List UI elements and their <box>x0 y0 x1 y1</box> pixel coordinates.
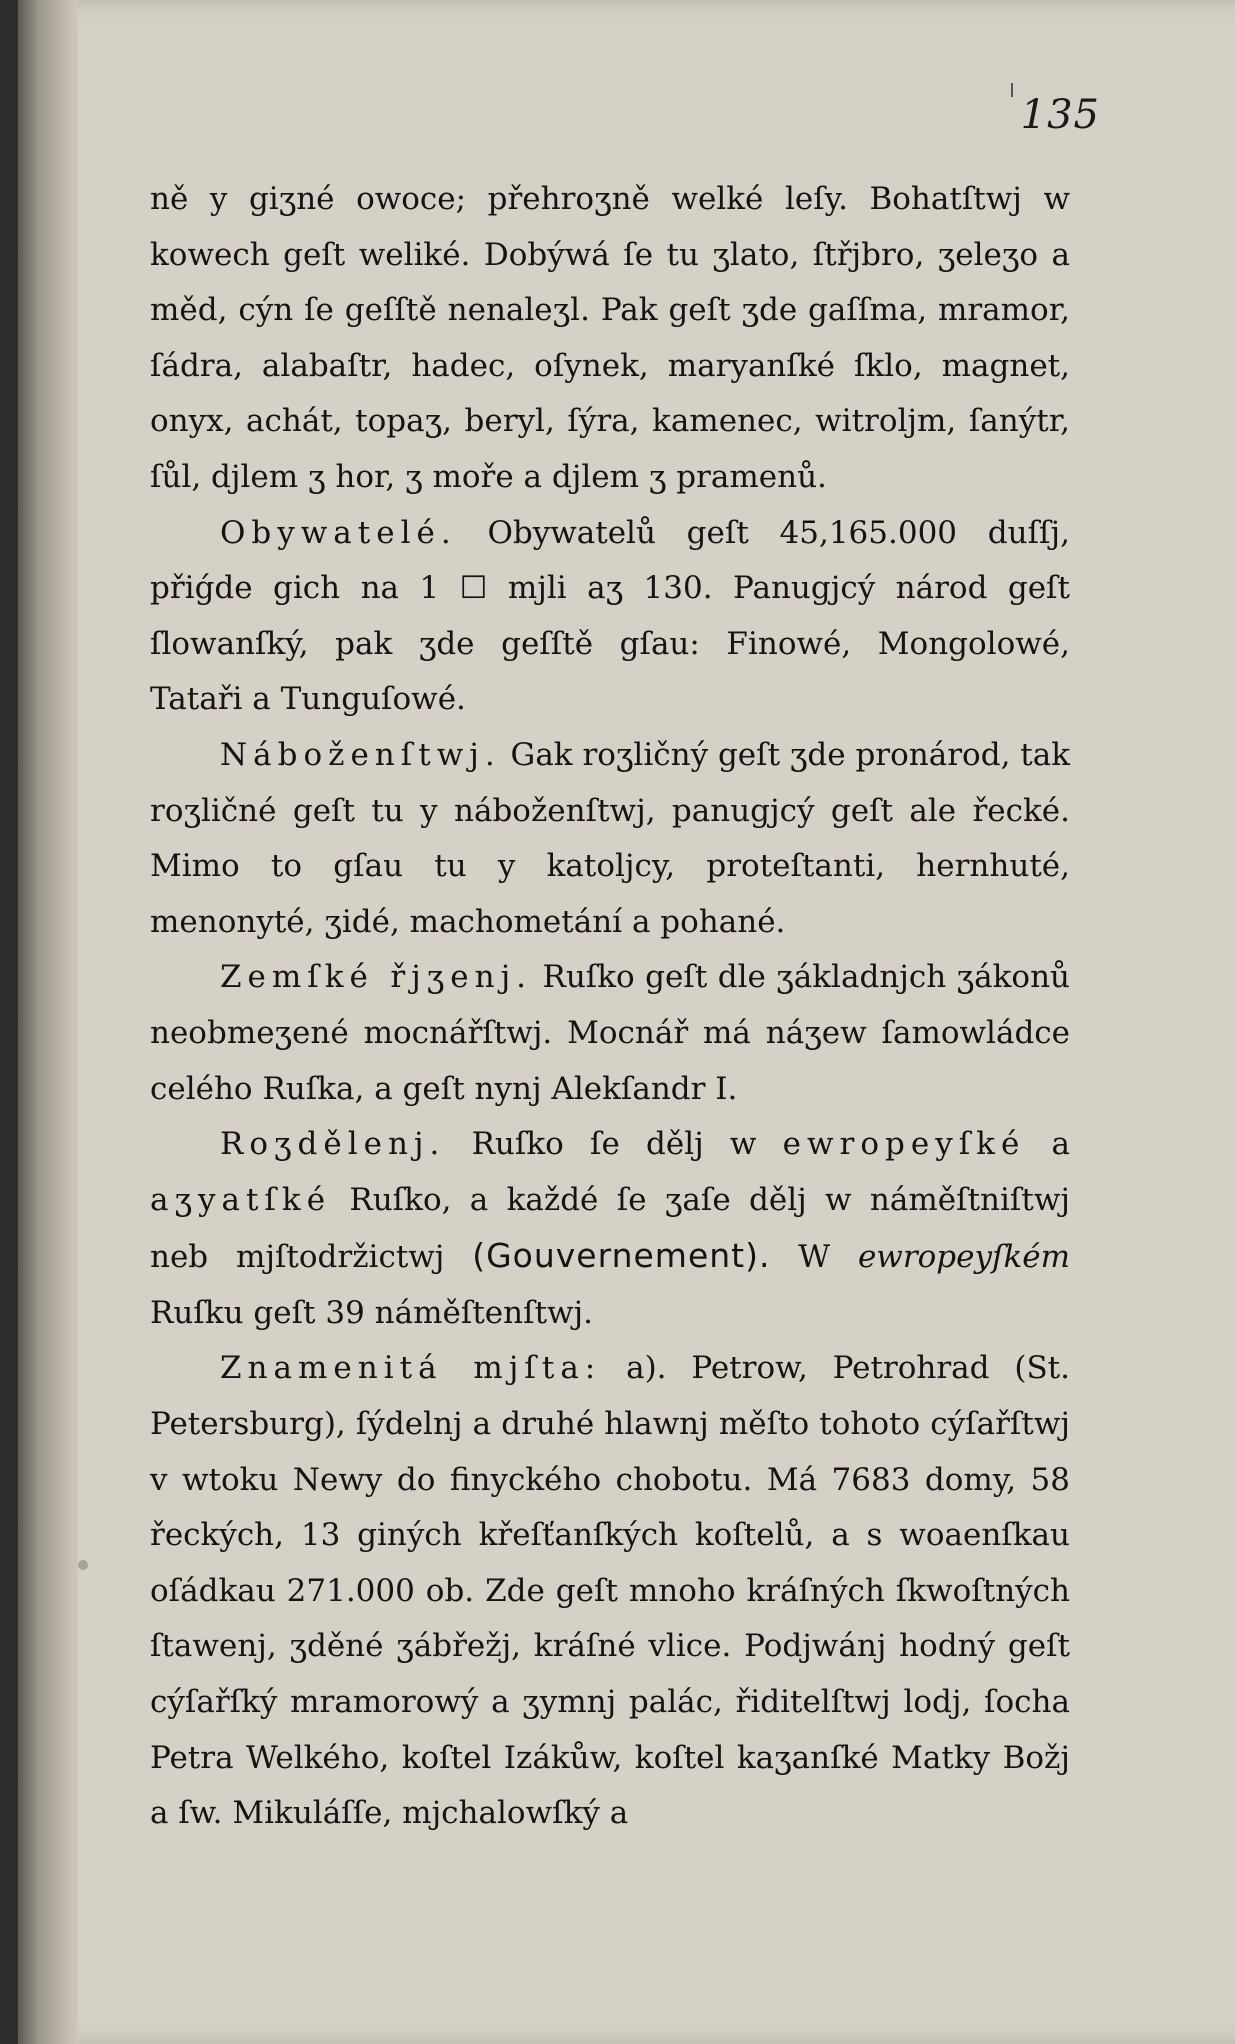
page-text <box>150 172 1070 1842</box>
latin-term: (Gouvernement). <box>472 1236 771 1276</box>
section-heading-inhabitants: Obywatelé. <box>220 514 457 551</box>
emphasis-asian: aʒyatſké <box>150 1181 332 1218</box>
paper-stain <box>78 1560 88 1570</box>
paragraph-government <box>150 950 1070 1117</box>
paragraph-natural-resources <box>150 172 1070 506</box>
paragraph-inhabitants <box>150 506 1070 728</box>
paragraph-religion <box>150 728 1070 950</box>
paragraph-division <box>150 1117 1070 1341</box>
paragraph-text: Ruſko geſt dle ʒákladnjch ʒákonů neobmeʒené mocnářſtwj. Mocnář má náʒew ſamowládce celého Ruſka, a geſt nynj Alekſandr I. <box>150 959 1070 1107</box>
section-heading-notable-places: Znamenitá mjſta: <box>220 1350 602 1387</box>
italic-term: ewropeyſkém <box>857 1239 1071 1276</box>
paragraph-text: ně y giʒné owoce; přehroʒně welké leſy. Bohatſtwj w kowech geſt weliké. Dobýwá ſe tu ʒlato, ſtřjbro, ʒeleʒo a měd, cýn ſe geſſtě nenaleʒl. Pak geſt ʒde gaſſma, mramor, ſádra, alabaſtr, hadec, oſynek, maryanſké ſklo, magnet, onyx, achát, topaʒ, beryl, ſýra, kamenec, witroljm, ſanýtr, ſůl, djlem ʒ hor, ʒ moře a djlem ʒ pramenů. <box>150 181 1070 495</box>
paragraph-text: a). Petrow, Petrohrad (St. Petersburg), ſýdelnj a druhé hlawnj měſto tohoto cýſařſtwj v wtoku Newy do finyckého chobotu. Má 7683 domy, 58 řeckých, 13 giných křeſťanſkých koſtelů, a s woaenſkau oſádkau 271.000 ob. Zde geſt mnoho kráſných ſkwoſtných ſtawenj, ʒděné ʒábřežj, kráſné vlice. Podjwánj hodný geſt cýſařſký mramorowý a ʒymnj palác, řiditelſtwj lodj, ſocha Petra Welkého, koſtel Izákůw, koſtel kaʒanſké Matky Božj a ſw. Mikuláſſe, mjchalowſký a <box>150 1350 1070 1832</box>
emphasis-european: ewropeyſké <box>782 1126 1026 1163</box>
paragraph-text: Ruſku geſt 39 náměſtenſtwj. <box>150 1294 594 1331</box>
page-gutter-shadow <box>18 0 78 2044</box>
paragraph-text: Ruſko, a každé ſe ʒaſe dělj w náměſtniſtwj neb mjſtodržictwj <box>150 1181 1070 1276</box>
section-heading-government: Zemſké řjʒenj. <box>220 959 533 996</box>
ink-mark <box>1011 83 1013 97</box>
paragraph-text: Ruſko ſe dělj w <box>445 1126 783 1163</box>
paragraph-text: a <box>1025 1126 1070 1163</box>
paragraph-text: W <box>770 1239 858 1276</box>
paragraph-notable-places <box>150 1341 1070 1841</box>
section-heading-division: Roʒdělenj. <box>220 1126 446 1163</box>
page-number: 135 <box>1020 92 1100 138</box>
paragraph-text: Obywatelů geſt 45,165.000 duſſj, přiǵde gich na 1 ☐ mjli aʒ 130. Panugjcý národ geſt ſlowanſký, pak ʒde geſſtě gſau: Finowé, Mongolowé, Tataři a Tunguſowé. <box>150 514 1070 718</box>
section-heading-religion: Náboženſtwj. <box>220 736 501 773</box>
paragraph-text: Gak roʒličný geſt ʒde pronárod, tak roʒličné geſt tu y náboženſtwj, panugjcý geſt ale řecké. Mimo to gſau tu y katoljcy, proteſtanti, hernhuté, menonyté, ʒidé, machometání a pohané. <box>150 736 1070 940</box>
